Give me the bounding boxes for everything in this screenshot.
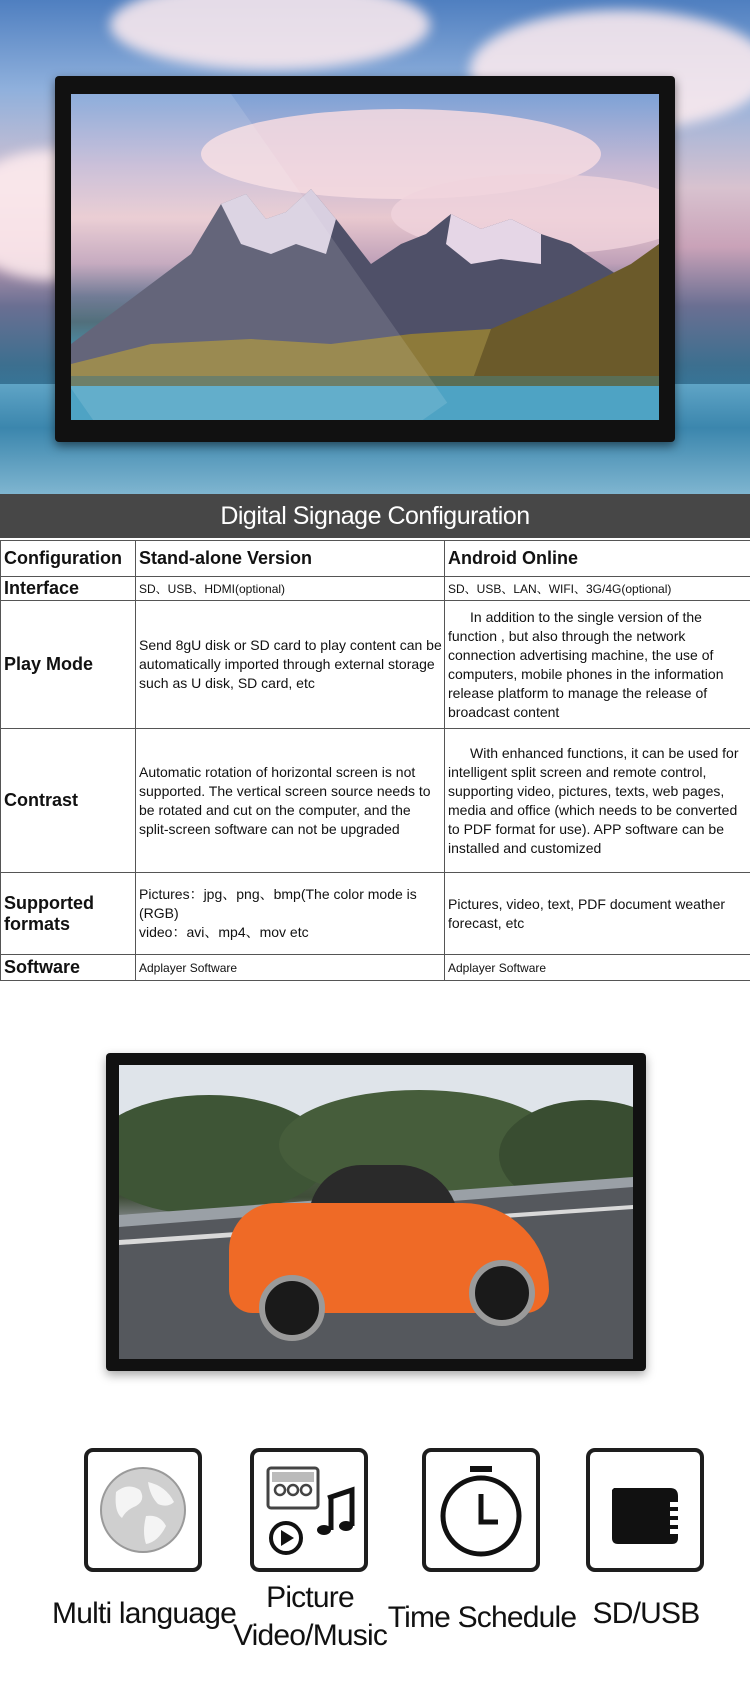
table-row-software — [1, 955, 750, 981]
android-cell: In addition to the single version of the function , but also through the network connection advertising machine, the use of computers, mobile phones in the information release platform to manage the release of broadcast content — [445, 601, 750, 729]
android-cell: Pictures, video, text, PDF document weather forecast, etc — [445, 873, 750, 955]
standalone-cell: Automatic rotation of horizontal screen is not supported. The vertical screen source needs to be rotated and cut on the computer, and the split-screen software can not be upgraded — [136, 729, 445, 873]
feature-label: Multi language — [52, 1597, 236, 1630]
row-label: Contrast — [1, 729, 136, 873]
formats-pictures: Pictures：jpg、png、bmp(The color mode is (RGB) — [139, 886, 417, 921]
table-row-interface — [1, 577, 750, 601]
row-label: Supported formats — [1, 873, 136, 955]
car-wheel — [259, 1275, 325, 1341]
display-frame-car — [106, 1053, 646, 1371]
feature-sd-usb — [586, 1448, 704, 1698]
standalone-cell: SD、USB、HDMI(optional) — [136, 577, 445, 601]
hero-banner-image — [0, 0, 750, 494]
cloud — [110, 0, 430, 70]
media-icon — [250, 1448, 368, 1572]
feature-label: Time Schedule — [387, 1601, 577, 1634]
feature-multi-language — [52, 1448, 236, 1698]
standalone-cell: Adplayer Software — [136, 955, 445, 981]
table-row-supported-formats — [1, 873, 750, 955]
android-cell: Adplayer Software — [445, 955, 750, 981]
feature-label: SD/USB — [592, 1597, 700, 1630]
globe-icon — [84, 1448, 202, 1572]
wall-display-frame — [55, 76, 675, 442]
display-screen-car — [119, 1065, 633, 1359]
table-header-row — [1, 541, 750, 577]
table-row-play-mode — [1, 601, 750, 729]
formats-video: video：avi、mp4、mov etc — [139, 924, 309, 940]
row-label: Play Mode — [1, 601, 136, 729]
feature-time-schedule — [387, 1448, 577, 1698]
feature-media — [232, 1448, 388, 1698]
car-wheel — [469, 1260, 535, 1326]
column-header-standalone: Stand-alone Version — [136, 541, 445, 577]
row-label: Software — [1, 955, 136, 981]
sd-card-icon — [586, 1448, 704, 1572]
display-screen — [71, 94, 659, 420]
section-title: Digital Signage Configuration — [0, 494, 750, 538]
column-header-android: Android Online — [445, 541, 750, 577]
column-header-configuration: Configuration — [1, 541, 136, 577]
table-row-contrast — [1, 729, 750, 873]
standalone-cell: Send 8gU disk or SD card to play content can be automatically imported through external storage such as U disk, SD card, etc — [136, 601, 445, 729]
feature-label-line1: Picture — [266, 1581, 354, 1614]
configuration-table — [0, 540, 750, 981]
android-cell: With enhanced functions, it can be used for intelligent split screen and remote control, supporting video, pictures, texts, web pages, media and office (which needs to be converted to PDF format for use). APP software can be installed and customized — [445, 729, 750, 873]
row-label: Interface — [1, 577, 136, 601]
timer-icon — [422, 1448, 540, 1572]
standalone-cell — [136, 873, 445, 955]
feature-label-line2: Video/Music — [232, 1619, 388, 1652]
android-cell: SD、USB、LAN、WIFI、3G/4G(optional) — [445, 577, 750, 601]
